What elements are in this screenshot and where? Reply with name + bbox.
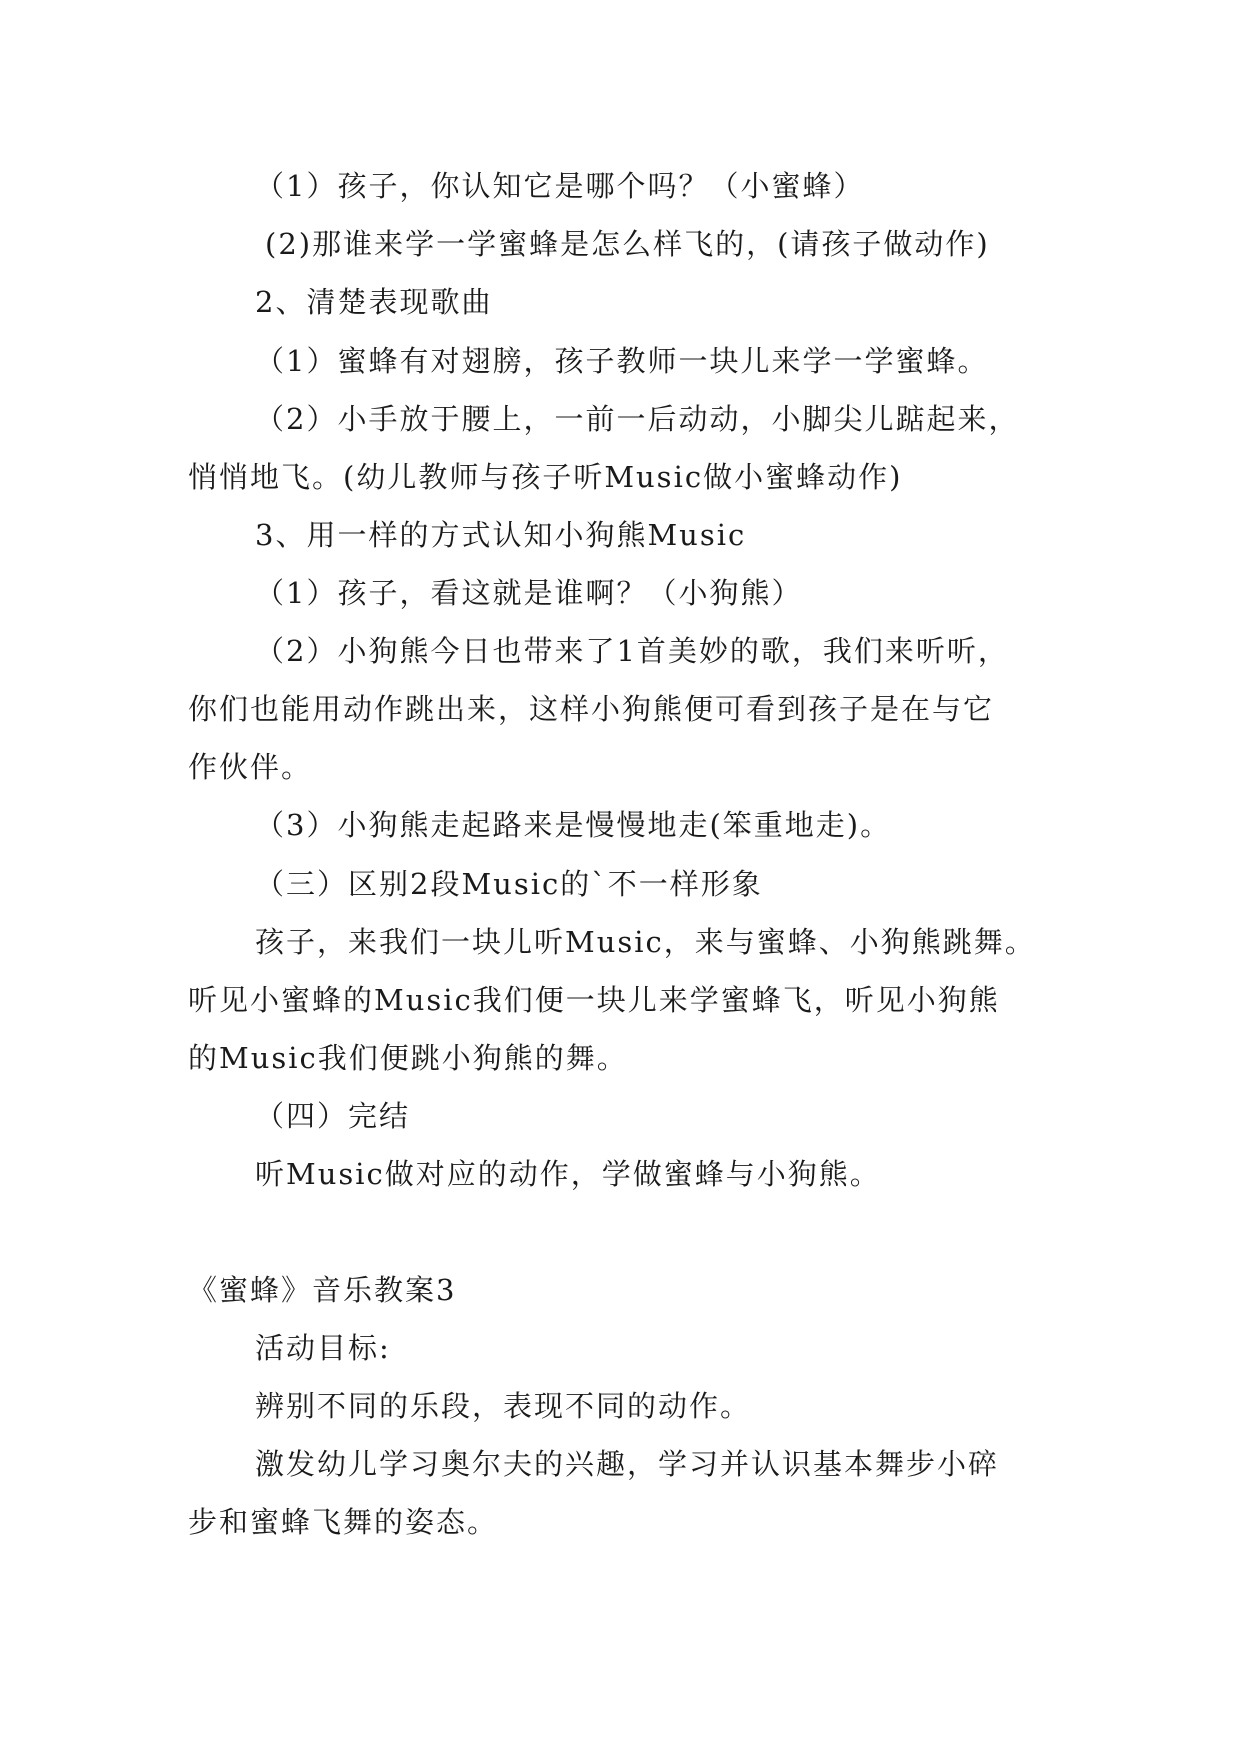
text-line-listen-dance: 孩子，来我们一块儿听Music，来与蜜蜂、小狗熊跳舞。 [255, 925, 1036, 959]
text-line-bear-dance: 的Music我们便跳小狗熊的舞。 [188, 1041, 628, 1075]
text-line-bear-song-continued: 你们也能用动作跳出来，这样小狗熊便可看到孩子是在与它 [188, 692, 995, 726]
goal-line-2-continued: 步和蜜蜂飞舞的姿态。 [188, 1505, 499, 1539]
text-line-final-action: 听Music做对应的动作，学做蜜蜂与小狗熊。 [255, 1157, 881, 1191]
text-line-bear-walk: （3）小狗熊走起路来是慢慢地走(笨重地走)。 [255, 808, 892, 842]
section-heading-end: （四）完结 [255, 1099, 411, 1133]
section-heading-bear: 3、用一样的方式认知小狗熊Music [255, 518, 747, 552]
text-line-listen-dance-continued: 听见小蜜蜂的Music我们便一块儿来学蜜蜂飞，听见小狗熊 [188, 983, 1000, 1017]
text-line-question-bear: （1）孩子，看这就是谁啊？（小狗熊） [255, 576, 803, 610]
text-line-hands-continued: 悄悄地飞。(幼儿教师与孩子听Music做小蜜蜂动作) [188, 460, 903, 494]
goal-line-1: 辨别不同的乐段，表现不同的动作。 [255, 1389, 752, 1423]
text-line-wings: （1）蜜蜂有对翅膀，孩子教师一块儿来学一学蜜蜂。 [255, 344, 989, 378]
section-heading-distinguish: （三）区别2段Music的`不一样形象 [255, 867, 763, 901]
goal-line-2: 激发幼儿学习奥尔夫的兴趣，学习并认识基本舞步小碎 [255, 1447, 1000, 1481]
section-heading-song: 2、清楚表现歌曲 [255, 285, 493, 319]
lesson-title: 《蜜蜂》音乐教案3 [188, 1273, 457, 1307]
text-line-partner: 作伙伴。 [188, 750, 313, 784]
text-line-bear-song: （2）小狗熊今日也带来了1首美妙的歌，我们来听听， [255, 634, 1009, 668]
activity-goals-heading: 活动目标: [255, 1331, 391, 1365]
text-line-hands: （2）小手放于腰上，一前一后动动，小脚尖儿踮起来， [255, 402, 1020, 436]
text-line-bee-fly: (2)那谁来学一学蜜蜂是怎么样飞的，(请孩子做动作) [265, 227, 990, 261]
text-line-question-bee: （1）孩子，你认知它是哪个吗？（小蜜蜂） [255, 169, 865, 203]
